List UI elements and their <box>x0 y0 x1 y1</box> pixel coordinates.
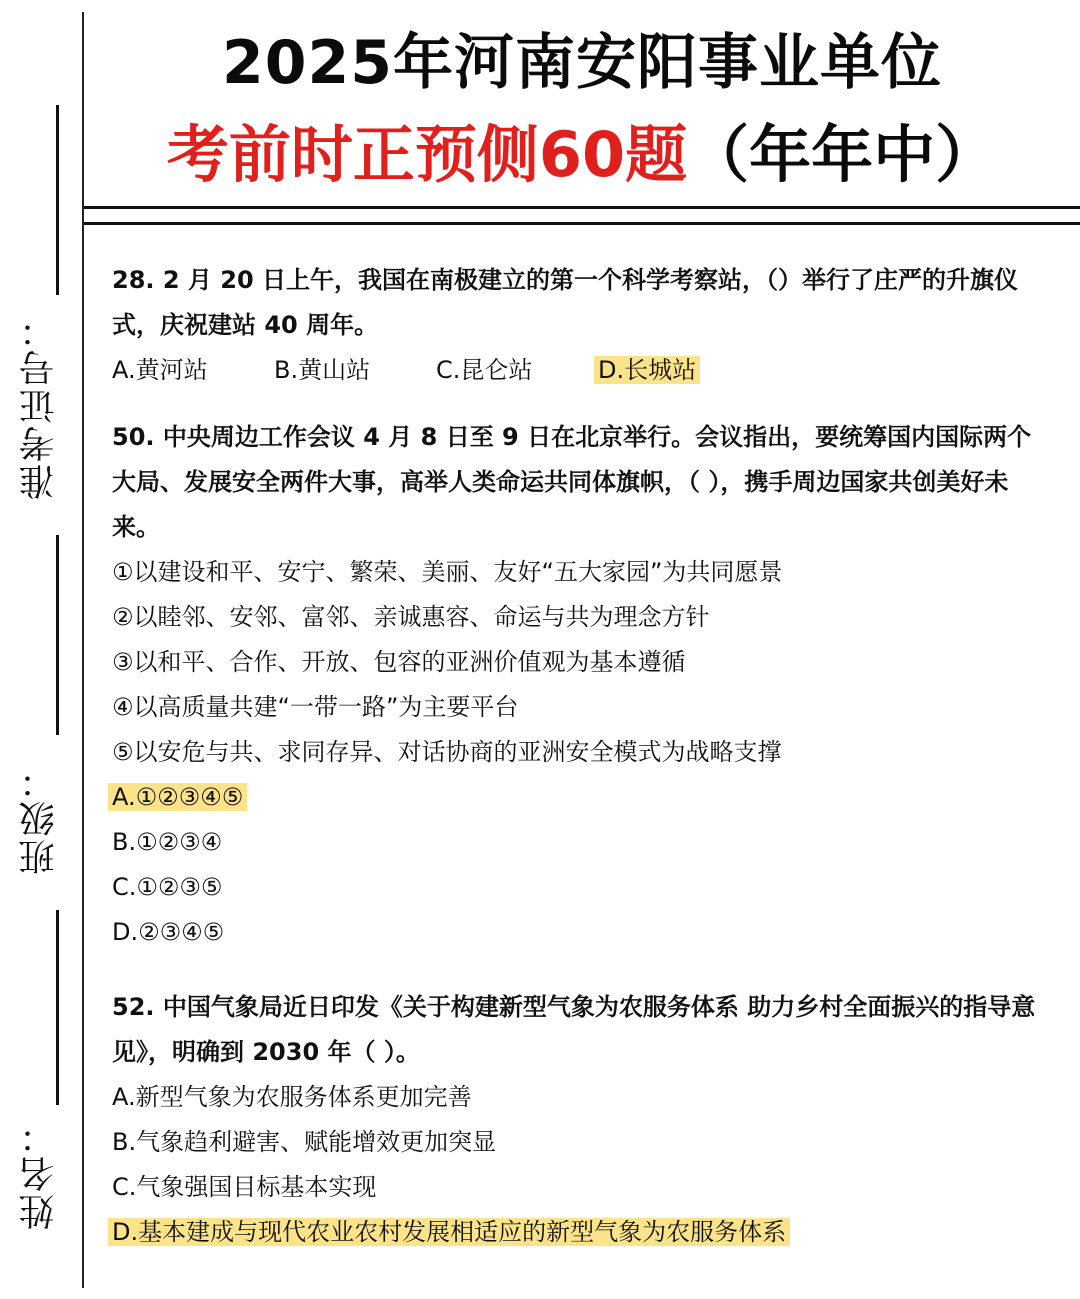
option-c: C.气象强国目标基本实现 <box>112 1173 377 1201</box>
question-text: 28. 2 月 20 日上午，我国在南极建立的第一个科学考察站，（）举行了庄严的升旗仪式，庆祝建站 40 周年。 <box>112 266 1019 339</box>
page-subtitle <box>84 112 1080 198</box>
class-fill-line <box>56 535 59 735</box>
question-text: 50. 中央周边工作会议 4 月 8 日至 9 日在北京举行。会议指出，要统筹国内国际两个大局、发展安全两件大事，高举人类命运共同体旗帜，（ ），携手周边国家共创美好未来。 <box>112 423 1032 541</box>
question-50 <box>112 415 1047 955</box>
subtitle-black: （年年中） <box>687 118 998 191</box>
option-c: C.昆仑站 <box>436 356 533 384</box>
option-d: D.②③④⑤ <box>112 918 225 946</box>
statement-2: ②以睦邻、安邻、富邻、亲诚惠容、命运与共为理念方针 <box>112 603 710 631</box>
statement-4: ④以高质量共建“一带一路”为主要平台 <box>112 693 519 721</box>
statement-5: ⑤以安危与共、求同存异、对话协商的亚洲安全模式为战略支撑 <box>112 738 782 766</box>
statement-3: ③以和平、合作、开放、包容的亚洲价值观为基本遵循 <box>112 648 686 676</box>
option-row <box>112 348 1047 393</box>
option-b: B.气象趋利避害、赋能增效更加突显 <box>112 1128 497 1156</box>
class-label: 班级： <box>19 761 60 875</box>
subtitle-red: 考前时正预侧60题 <box>166 118 688 191</box>
option-a <box>112 775 1047 820</box>
question-list <box>112 258 1047 1255</box>
option-a: A.新型气象为农服务体系更加完善 <box>112 1083 472 1111</box>
header-rule-top <box>84 206 1080 209</box>
option-b: B.①②③④ <box>112 828 223 856</box>
header-rule-bottom <box>84 222 1080 225</box>
option-c: C.①②③⑤ <box>112 873 223 901</box>
name-fill-line <box>56 910 59 1105</box>
option-b: B.黄山站 <box>274 356 371 384</box>
option-d <box>598 348 760 393</box>
statement-1: ①以建设和平、安宁、繁荣、美丽、友好“五大家园”为共同愿景 <box>112 558 783 586</box>
option-d <box>112 1210 1047 1255</box>
exam-id-fill-line <box>56 105 59 295</box>
question-28 <box>112 258 1047 393</box>
answer-highlight: D.基本建成与现代农业农村发展相适应的新型气象为农服务体系 <box>108 1218 790 1246</box>
margin-rule <box>82 12 84 1288</box>
page-title: 2025年河南安阳事业单位 <box>222 28 942 98</box>
answer-highlight: D.长城站 <box>594 356 700 384</box>
name-label: 姓名： <box>19 1116 60 1230</box>
answer-highlight: A.①②③④⑤ <box>108 783 247 811</box>
exam-id-label: 准考证号： <box>19 310 60 500</box>
option-a: A.黄河站 <box>112 356 208 384</box>
question-52 <box>112 985 1047 1255</box>
question-text: 52. 中国气象局近日印发《关于构建新型气象为农服务体系 助力乡村全面振兴的指导意见》，明确到 2030 年（ ）。 <box>112 993 1036 1066</box>
